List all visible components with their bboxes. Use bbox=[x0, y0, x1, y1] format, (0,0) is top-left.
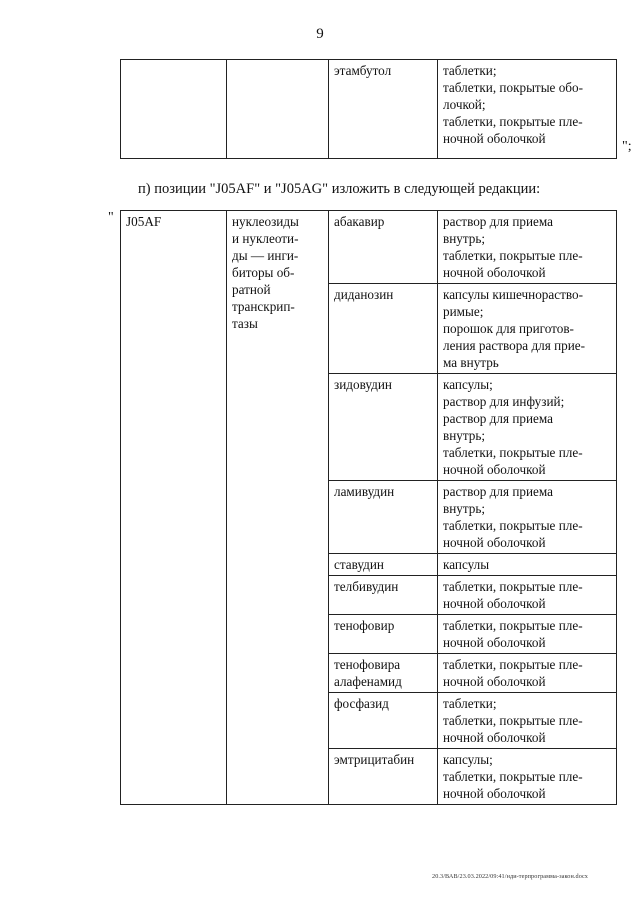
drug-name: тенофовир bbox=[334, 618, 395, 633]
drug-cell bbox=[329, 615, 438, 654]
drug-cell bbox=[329, 749, 438, 805]
drug-cell bbox=[329, 693, 438, 749]
form-line: ления раствора для прие- bbox=[443, 338, 586, 353]
form-line: таблетки; bbox=[443, 63, 497, 78]
drug-name: зидовудин bbox=[334, 377, 392, 392]
drug-name: ставудин bbox=[334, 557, 384, 572]
form-line: капсулы bbox=[443, 557, 490, 572]
forms-cell bbox=[438, 654, 617, 693]
forms-cell bbox=[438, 554, 617, 576]
form-line: внутрь; bbox=[443, 231, 486, 246]
opening-quote: " bbox=[108, 210, 114, 225]
drug-cell bbox=[329, 554, 438, 576]
form-line: капсулы; bbox=[443, 377, 493, 392]
drug-cell bbox=[329, 284, 438, 374]
form-line: капсулы; bbox=[443, 752, 493, 767]
drug-cell bbox=[329, 654, 438, 693]
table-row bbox=[121, 211, 617, 284]
amendment-paragraph: п) позиции "J05AF" и "J05AG" изложить в следующей редакции: bbox=[138, 181, 541, 197]
drug-name: диданозин bbox=[334, 287, 394, 302]
drug-name: телбивудин bbox=[334, 579, 399, 594]
form-line: раствор для приема bbox=[443, 214, 554, 229]
group-line: транскрип- bbox=[232, 299, 295, 314]
form-line: капсулы кишечнораство- bbox=[443, 287, 583, 302]
drug-cell: этамбутол bbox=[329, 60, 438, 159]
form-line: таблетки, покрытые пле- bbox=[443, 518, 583, 533]
form-line: ночной оболочкой bbox=[443, 131, 546, 146]
form-line: ма внутрь bbox=[443, 355, 499, 370]
group-line: и нуклеоти- bbox=[232, 231, 299, 246]
code-cell bbox=[121, 60, 227, 159]
drug-name: абакавир bbox=[334, 214, 385, 229]
form-line: внутрь; bbox=[443, 428, 486, 443]
page-number: 9 bbox=[316, 26, 324, 42]
forms-cell bbox=[438, 374, 617, 481]
forms-cell bbox=[438, 749, 617, 805]
form-line: таблетки, покрытые пле- bbox=[443, 618, 583, 633]
forms-cell bbox=[438, 284, 617, 374]
group-cell bbox=[227, 60, 329, 159]
drug-name: эмтрицитабин bbox=[334, 752, 415, 767]
form-line: таблетки; bbox=[443, 696, 497, 711]
form-line: таблетки, покрытые пле- bbox=[443, 769, 583, 784]
form-line: таблетки, покрытые пле- bbox=[443, 657, 583, 672]
form-line: ночной оболочкой bbox=[443, 596, 546, 611]
table-row bbox=[121, 60, 617, 159]
drug-name: тенофовира bbox=[334, 657, 401, 672]
closing-quote: "; bbox=[622, 139, 632, 154]
form-line: ночной оболочкой bbox=[443, 635, 546, 650]
form-line: таблетки, покрытые пле- bbox=[443, 579, 583, 594]
group-line: ды — инги- bbox=[232, 248, 299, 263]
drug-cell bbox=[329, 211, 438, 284]
drug-name: ламивудин bbox=[334, 484, 395, 499]
group-cell bbox=[227, 211, 329, 805]
form-line: таблетки, покрытые пле- bbox=[443, 114, 583, 129]
drug-cell bbox=[329, 576, 438, 615]
form-line: раствор для приема bbox=[443, 484, 554, 499]
form-line: таблетки, покрытые пле- bbox=[443, 445, 583, 460]
table-top bbox=[120, 59, 617, 159]
form-line: ночной оболочкой bbox=[443, 462, 546, 477]
drug-cell bbox=[329, 481, 438, 554]
form-line: ночной оболочкой bbox=[443, 786, 546, 801]
form-line: лочкой; bbox=[443, 97, 486, 112]
form-line: внутрь; bbox=[443, 501, 486, 516]
forms-cell bbox=[438, 481, 617, 554]
drug-cell bbox=[329, 374, 438, 481]
form-line: раствор для инфузий; bbox=[443, 394, 565, 409]
group-line: биторы об- bbox=[232, 265, 295, 280]
group-line: ратной bbox=[232, 282, 271, 297]
form-line: таблетки, покрытые обо- bbox=[443, 80, 583, 95]
forms-cell bbox=[438, 576, 617, 615]
form-line: раствор для приема bbox=[443, 411, 554, 426]
group-line: нуклеозиды bbox=[232, 214, 299, 229]
form-line: римые; bbox=[443, 304, 484, 319]
forms-cell bbox=[438, 211, 617, 284]
form-line: таблетки, покрытые пле- bbox=[443, 248, 583, 263]
form-line: ночной оболочкой bbox=[443, 730, 546, 745]
drug-name: алафенамид bbox=[334, 674, 402, 689]
table-main bbox=[120, 210, 617, 805]
drug-name: фосфазид bbox=[334, 696, 389, 711]
forms-cell bbox=[438, 60, 617, 159]
form-line: ночной оболочкой bbox=[443, 674, 546, 689]
form-line: ночной оболочкой bbox=[443, 535, 546, 550]
form-line: ночной оболочкой bbox=[443, 265, 546, 280]
forms-cell bbox=[438, 693, 617, 749]
file-footer: 20.3/ВАВ/23.03.2022/09:41/нди-терпрограмма-закон.docx bbox=[432, 873, 588, 880]
forms-cell bbox=[438, 615, 617, 654]
code-cell: J05AF bbox=[121, 211, 227, 805]
form-line: порошок для приготов- bbox=[443, 321, 574, 336]
group-line: тазы bbox=[232, 316, 258, 331]
form-line: таблетки, покрытые пле- bbox=[443, 713, 583, 728]
